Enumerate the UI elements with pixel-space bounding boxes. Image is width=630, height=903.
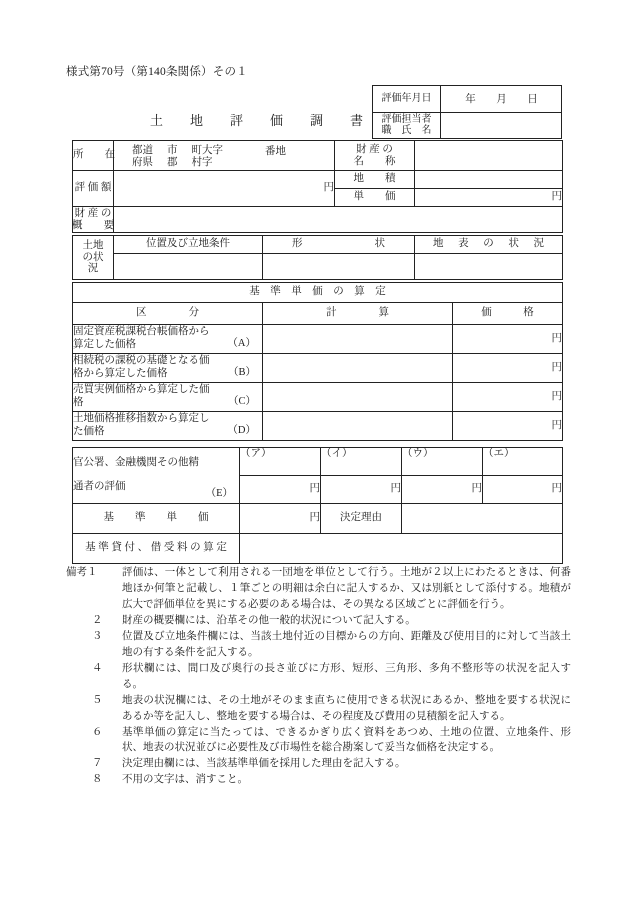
land-status-label-line1: 土地 [82, 239, 104, 251]
area-value[interactable] [415, 171, 563, 189]
property-summary-label-line2: 概 要 [72, 219, 114, 231]
valuation-amount-yen: 円 [323, 182, 334, 194]
calc-row-3-price[interactable] [453, 412, 563, 441]
unit-price-value[interactable] [415, 189, 563, 207]
city-field [167, 145, 178, 168]
calc-row-3-tag: （D） [227, 425, 256, 437]
note-0-number: 備考１ [66, 567, 98, 578]
land-status-value-row [73, 254, 563, 280]
expert-evaluation-label [73, 448, 240, 504]
calc-row-1-tag: （B） [227, 367, 256, 379]
prefecture-line1: 都道 [132, 145, 153, 157]
location-value-cell[interactable] [114, 141, 335, 171]
rent-calculation-row [73, 534, 563, 564]
table-row-property-summary [73, 207, 563, 233]
note-3-text: 形状欄には、間口及び奥行の長さ並びに方形、短形、三角形、多角不整形等の状況を記入する。 [122, 662, 571, 690]
banchi-label: 番地 [265, 146, 286, 158]
evaluation-staff-label-line2: 職 氏 名 [381, 125, 432, 137]
table-row [73, 412, 563, 441]
city-line1: 市 [167, 145, 178, 157]
land-status-col-2-header: 地 表 の 状 況 [415, 236, 563, 254]
expert-col-0-yen: 円 [309, 483, 320, 495]
calc-row-1-yen: 円 [551, 361, 563, 373]
note-6-text: 決定理由欄には、当該基準単価を採用した理由を記入する。 [122, 758, 406, 770]
expert-col-1-value[interactable] [321, 476, 402, 504]
calc-row-1-label-line2: 格から算定した価格 [73, 368, 168, 379]
note-2-number: ３ [92, 630, 103, 642]
note-5-number: ６ [92, 726, 103, 738]
expert-col-0-value[interactable] [240, 476, 321, 504]
calc-row-2-label [73, 383, 263, 412]
standard-unit-price-yen: 円 [309, 512, 320, 524]
note-5-text: 基準単価の算定に当たっては、できるかぎり広く資料をあつめ、土地の位置、立地条件、形状、地表の状況並びに必要性及び市場性を総合勘案して妥当な価格を決定する。 [122, 726, 571, 754]
property-name-value[interactable] [415, 141, 563, 171]
decision-reason-value[interactable] [402, 504, 563, 534]
land-status-col-2-value[interactable] [415, 254, 563, 280]
property-summary-label-line1: 財 産 の [74, 207, 112, 219]
calc-row-0-calculation[interactable] [263, 325, 453, 354]
note-4-number: ５ [92, 694, 103, 706]
calc-header-division: 区 分 [73, 303, 263, 325]
city-line2: 郡 [167, 157, 178, 168]
calc-row-2-label-line1: 売買実例価格から算定した価 [73, 384, 210, 396]
expert-evaluation-table [72, 447, 563, 564]
unit-price-yen: 円 [551, 191, 562, 203]
calc-row-2-label-line2: 格 [73, 397, 84, 408]
expert-col-3-value[interactable] [483, 476, 563, 504]
expert-label-line2: 通者の評価 [73, 481, 126, 492]
town-line1: 町大字 [191, 145, 223, 157]
table-row [73, 325, 563, 354]
note-item [66, 565, 571, 613]
property-name-label-line2: 名 称 [353, 155, 396, 167]
calc-row-0-label [73, 325, 263, 354]
calc-row-1-calculation[interactable] [263, 354, 453, 383]
header-zone [72, 85, 562, 140]
location-address-fields [114, 142, 334, 168]
calc-row-2-tag: （C） [227, 396, 256, 408]
table-row-location [73, 141, 563, 171]
calc-row-1-label [73, 354, 263, 383]
calc-row-1-label-line1: 相続税の課税の基礎となる価 [73, 355, 210, 367]
unit-price-label: 単 価 [335, 189, 415, 207]
town-field [192, 145, 224, 168]
note-7-text: 不用の文字は、消すこと。 [122, 774, 248, 786]
calc-row-2-yen: 円 [551, 390, 563, 402]
standard-unit-price-row [73, 504, 563, 534]
prefecture-field [132, 145, 153, 168]
calc-row-0-yen: 円 [551, 332, 563, 344]
note-2-text: 位置及び立地条件欄には、当該土地付近の目標からの方向、距離及び使用目的に対して当該土地の有する条件を記入する。 [122, 630, 571, 658]
calc-row-3-yen: 円 [551, 419, 563, 431]
rent-calculation-label: 基 準 貸 付 、 借 受 料 の 算 定 [73, 534, 240, 564]
note-0-text: 評価は、一体として利用される一団地を単位として行う。土地が２以上にわたるときは、何番地ほか何筆と記載し、１筆ごとの明細は余白に記入するか、又は別紙として添付する。地積が広大で評価単位を異にする必要のある場合は、その異なる区域ごとに評価を行う。 [122, 567, 571, 610]
evaluation-date-label [373, 86, 441, 112]
expert-col-2-marker: （ウ） [402, 448, 483, 476]
property-summary-label [73, 207, 114, 233]
expert-col-1-marker: （イ） [321, 448, 402, 476]
calc-row-0-price[interactable] [453, 325, 563, 354]
valuation-amount-label: 評 価 額 [73, 171, 114, 207]
land-status-col-1-header: 形 状 [263, 236, 415, 254]
evaluation-header-box [372, 85, 562, 139]
calc-row-3-label-line2: た価格 [73, 426, 105, 437]
property-name-label-line1: 財 産 の [356, 143, 393, 155]
note-item [66, 693, 571, 725]
expert-col-2-value[interactable] [402, 476, 483, 504]
calc-row-1-price[interactable] [453, 354, 563, 383]
expert-col-2-yen: 円 [471, 483, 482, 495]
land-status-label [73, 236, 114, 280]
note-7-number: ８ [92, 774, 103, 786]
standard-price-section-title-row [73, 283, 563, 303]
notes-section [66, 565, 571, 788]
decision-reason-label: 決定理由 [321, 504, 402, 534]
area-label: 地 積 [335, 171, 415, 189]
calc-header-calculation: 計 算 [263, 303, 453, 325]
land-status-col-0-value[interactable] [114, 254, 263, 280]
expert-col-3-yen: 円 [551, 483, 562, 495]
rent-calculation-value[interactable] [240, 534, 563, 564]
prefecture-line2: 府県 [132, 157, 153, 168]
note-3-number: ４ [92, 662, 103, 674]
calc-row-0-tag: （A） [227, 338, 256, 350]
note-item [66, 629, 571, 661]
calc-row-3-calculation[interactable] [263, 412, 453, 441]
calc-row-3-label [73, 412, 263, 441]
town-line2: 村字 [191, 157, 213, 168]
land-status-label-line2: の状 [82, 251, 104, 263]
evaluation-staff-label-line1: 評価担当者 [381, 114, 432, 126]
evaluation-date-label-text: 評価年月日 [381, 93, 432, 105]
standard-price-section-title: 基 準 単 価 の 算 定 [73, 283, 563, 303]
calc-row-0-label-line1: 固定資産税課税台帳価格から [73, 326, 210, 338]
standard-unit-price-label: 基 準 単 価 [73, 504, 240, 534]
land-status-header-row [73, 236, 563, 254]
calc-header-row [73, 303, 563, 325]
page-title: 土 地 評 価 調 書 [150, 113, 371, 128]
note-1-number: ２ [92, 614, 103, 626]
standard-unit-price-value[interactable] [240, 504, 321, 534]
note-item [66, 613, 571, 629]
expert-marker-row [73, 448, 563, 476]
note-6-number: ７ [92, 758, 103, 770]
table-row-valuation-area [73, 171, 563, 189]
evaluation-date-row [373, 86, 561, 113]
location-label: 所 在 [73, 141, 114, 171]
table-row [73, 354, 563, 383]
expert-label-tag: （E） [205, 488, 233, 500]
standard-price-calculation-table [72, 282, 563, 441]
note-item [66, 772, 571, 788]
land-valuation-table [72, 140, 563, 233]
land-status-col-1-value[interactable] [263, 254, 415, 280]
land-status-table [72, 235, 563, 280]
calc-row-2-price[interactable] [453, 383, 563, 412]
expert-col-0-marker: （ア） [240, 448, 321, 476]
property-summary-value[interactable] [114, 207, 563, 233]
note-item [66, 725, 571, 757]
evaluation-staff-label [373, 113, 441, 139]
note-item [66, 756, 571, 772]
calc-header-price: 価 格 [453, 303, 563, 325]
land-status-col-0-header: 位置及び立地条件 [114, 236, 263, 254]
table-row [73, 383, 563, 412]
valuation-amount-value[interactable] [114, 171, 335, 207]
form-number: 様式第70号（第140条関係）その１ [66, 66, 248, 78]
calc-row-2-calculation[interactable] [263, 383, 453, 412]
expert-col-1-yen: 円 [390, 483, 401, 495]
evaluation-staff-row [373, 113, 561, 139]
note-4-text: 地表の状況欄には、その土地がそのまま直ちに使用できる状況にあるか、整地を要する状況にあるか等を記入し、整地を要する場合は、その程度及び費用の見積額を記入する。 [122, 694, 571, 722]
evaluation-date-value[interactable]: 年 月 日 [465, 94, 543, 106]
property-name-label [335, 141, 415, 171]
expert-label-line1: 官公署、金融機関その他精 [73, 457, 199, 469]
note-1-text: 財産の概要欄には、沿革その他一般的状況について記入する。 [122, 614, 416, 626]
calc-row-3-label-line1: 土地価格推移指数から算定し [73, 413, 210, 425]
land-status-label-line3: 況 [87, 263, 99, 275]
expert-col-3-marker: （エ） [483, 448, 563, 476]
note-item [66, 661, 571, 693]
calc-row-0-label-line2: 算定した価格 [73, 339, 136, 350]
